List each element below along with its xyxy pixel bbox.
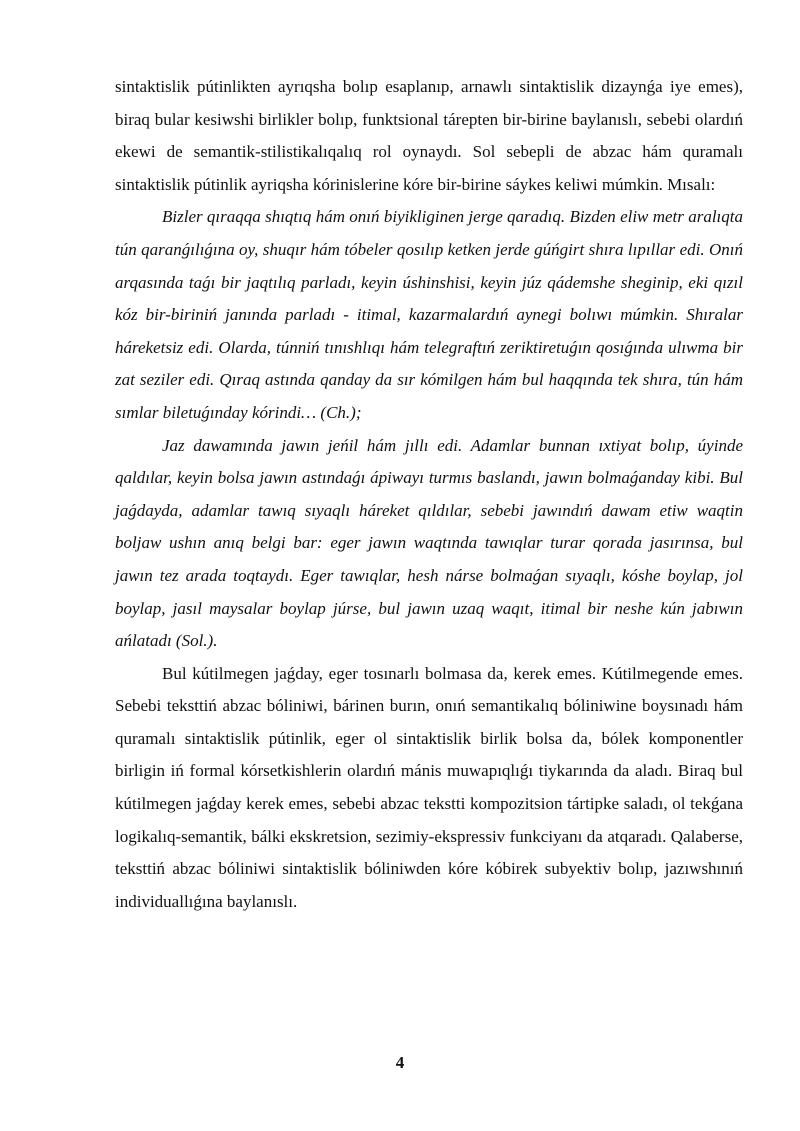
paragraph-example-2: Jaz dawamında jawın jeńil hám jıllı edi. Adamlar bunnan ıxtiyat bolıp, úyinde qaldılar, keyin bolsa jawın astındaǵı ápiwayı turmıs baslandı, jawın bolmaǵanday kibi. Bul jaǵdayda, adamlar tawıq sıyaqlı háreket qıldılar, sebebi jawındıń dawam etiw waqtin boljaw ushın anıq belgi bar: eger jawın waqtında tawıqlar turar qorada jasırınsa, bul jawın tez arada toqtaydı. Eger tawıqlar, hesh nárse bolmaǵan sıyaqlı, kóshe boylap, jol boylap, jasıl maysalar boylap júrse, bul jawın uzaq waqıt, itimal bir neshe kún jabıwın ańlatadı (Sol.). xyxy=(115,435,743,651)
paragraph-conclusion: Bul kútilmegen jaǵday, eger tosınarlı bolmasa da, kerek emes. Kútilmegende emes. Sebebi teksttiń abzac bóliniwi, bárinen burın, onıń semantikalıq bóliniwine boysınadı hám quramalı sintaktislik pútinlik, eger ol sintaktislik birlik bolsa da, bólek komponentler birligin iń formal kórsetkishlerin olardıń mánis muwapıqlıǵı tiykarında da aladı. Biraq bul kútilmegen jaǵday kerek emes, sebebi abzac tekstti kompozitsion tártipke saladı, ol tekǵana logikalıq-semantik, bálki ekskretsion, sezimiy-ekspressiv funkciyanı da atqaradı. Qalaberse, teksttiń abzac bóliniwi sintaktislik bóliniwden kóre kóbirek subyektiv bolıp, jazıwshınıń individuallıǵına baylanıslı. xyxy=(115,663,743,911)
document-body xyxy=(115,71,743,918)
paragraph-example-1: Bizler qıraqqa shıqtıq hám onıń biyikliginen jerge qaradıq. Bizden eliw metr aralıqta tún qaranǵılıǵına oy, shuqır hám tóbeler qosılıp ketken jerde gúńgirt shıra lıpıllar edi. Onıń arqasında taǵı bir jaqtılıq parladı, keyin úshinshisi, keyin júz qádemshe sheginip, eki qızıl kóz bir-biriniń janında parladı - itimal, kazarmalardıń aynegi bolıwı múmkin. Shıralar hárekеtsiz edi. Olarda, túnniń tınıshlıqı hám telegraftıń zeriktiretuǵın qosıǵında ulıwma bir zat seziler edi. Qıraq astında qanday da sır kómilgen hám bul haqqında tek shıra, tún hám sımlar biletuǵınday kórindi… (Ch.); xyxy=(115,207,743,422)
page-number: 4 xyxy=(395,1053,405,1072)
paragraph-continuation: sintaktislik pútinlikten ayrıqsha bolıp esaplanıp, arnawlı sintaktislik dizaynǵa iye emes), biraq bular kesiwshi birlikler bolıp, funktsional tárepten bir-birine baylanıslı, sebebi olardıń ekewi de semantik-stilistikalıqalıq rol oynaydı. Sol sebepli de abzac hám quramalı sintaktislik pútinlik ayriqsha kórinislerine kóre bir-birine sáykes keliwi múmkin. Mısalı: xyxy=(115,77,743,194)
